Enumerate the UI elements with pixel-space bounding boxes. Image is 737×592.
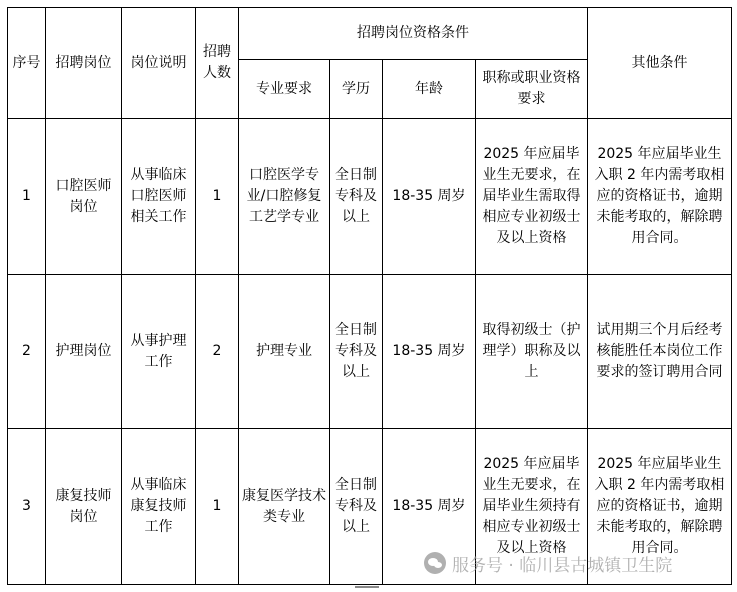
cell-major: 护理专业 — [239, 275, 330, 429]
cell-title-requirement: 2025 年应届毕业生无要求，在届毕业生须持有相应专业初级士及以上资格 — [476, 429, 588, 585]
cell-description: 从事临床康复技师工作 — [122, 429, 196, 585]
header-other: 其他条件 — [588, 8, 732, 119]
header-education: 学历 — [330, 60, 383, 119]
header-row-1 — [8, 8, 732, 60]
watermark-text: 服务号 · 临川县古城镇卫生院 — [452, 555, 673, 576]
cell-age: 18-35 周岁 — [383, 119, 476, 275]
cell-major: 康复医学技术类专业 — [239, 429, 330, 585]
cell-headcount: 2 — [196, 275, 239, 429]
table-row — [8, 119, 732, 275]
header-title-requirement: 职称或职业资格要求 — [476, 60, 588, 119]
cell-description: 从事临床口腔医师相关工作 — [122, 119, 196, 275]
cell-education: 全日制专科及以上 — [330, 119, 383, 275]
cell-description: 从事护理工作 — [122, 275, 196, 429]
cell-education: 全日制专科及以上 — [330, 429, 383, 585]
cell-position: 口腔医师岗位 — [46, 119, 122, 275]
cell-index: 2 — [8, 275, 46, 429]
cell-other: 试用期三个月后经考核能胜任本岗位工作要求的签订聘用合同 — [588, 275, 732, 429]
header-major: 专业要求 — [239, 60, 330, 119]
wechat-icon — [424, 552, 446, 574]
cell-other: 2025 年应届毕业生入职 2 年内需考取相应的资格证书，逾期未能考取的，解除聘用合同。 — [588, 429, 732, 585]
recruitment-table — [7, 7, 732, 585]
cell-position: 康复技师岗位 — [46, 429, 122, 585]
table-row — [8, 275, 732, 429]
header-description: 岗位说明 — [122, 8, 196, 119]
cell-other: 2025 年应届毕业生入职 2 年内需考取相应的资格证书，逾期未能考取的，解除聘用合同。 — [588, 119, 732, 275]
cell-title-requirement: 取得初级士（护理学）职称及以上 — [476, 275, 588, 429]
watermark — [424, 549, 672, 577]
cell-index: 1 — [8, 119, 46, 275]
cell-index: 3 — [8, 429, 46, 585]
header-age: 年龄 — [383, 60, 476, 119]
cell-major: 口腔医学专业/口腔修复工艺学专业 — [239, 119, 330, 275]
cell-headcount: 1 — [196, 429, 239, 585]
cell-headcount: 1 — [196, 119, 239, 275]
page-marker — [355, 586, 379, 588]
cell-title-requirement: 2025 年应届毕业生无要求，在届毕业生需取得相应专业初级士及以上资格 — [476, 119, 588, 275]
header-headcount: 招聘人数 — [196, 8, 239, 119]
cell-age: 18-35 周岁 — [383, 275, 476, 429]
header-index: 序号 — [8, 8, 46, 119]
cell-age: 18-35 周岁 — [383, 429, 476, 585]
cell-position: 护理岗位 — [46, 275, 122, 429]
header-position: 招聘岗位 — [46, 8, 122, 119]
header-qualification-group: 招聘岗位资格条件 — [239, 8, 588, 60]
cell-education: 全日制专科及以上 — [330, 275, 383, 429]
